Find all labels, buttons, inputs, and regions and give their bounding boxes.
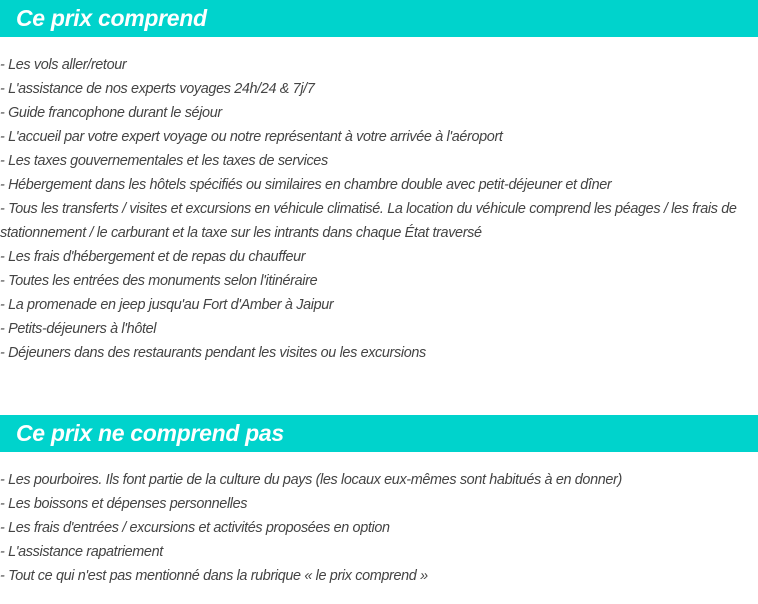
list-item: - Tous les transferts / visites et excursions en véhicule climatisé. La location du véhicule comprend les péages / les frais de stationnement / le carburant et la taxe sur les intrants dans chaque État traversé: [0, 201, 737, 241]
list-item: - Hébergement dans les hôtels spécifiés ou similaires en chambre double avec petit-déjeuner et dîner: [0, 177, 612, 193]
included-list: [0, 53, 756, 365]
list-item: - L'accueil par votre expert voyage ou notre représentant à votre arrivée à l'aéroport: [0, 129, 503, 145]
list-item: - Petits-déjeuners à l'hôtel: [0, 321, 157, 337]
excluded-list: [0, 468, 756, 588]
included-section-header: [0, 0, 758, 37]
list-item: - L'assistance de nos experts voyages 24h/24 & 7j/7: [0, 81, 315, 97]
list-item: - Les pourboires. Ils font partie de la culture du pays (les locaux eux-mêmes sont habitués à en donner): [0, 472, 622, 488]
list-item: - L'assistance rapatriement: [0, 544, 163, 560]
list-item: - Les frais d'entrées / excursions et activités proposées en option: [0, 520, 390, 536]
list-item: - Guide francophone durant le séjour: [0, 105, 222, 121]
list-item: - Les boissons et dépenses personnelles: [0, 496, 248, 512]
list-item: - La promenade en jeep jusqu'au Fort d'Amber à Jaipur: [0, 297, 334, 313]
list-item: - Déjeuners dans des restaurants pendant les visites ou les excursions: [0, 345, 426, 361]
list-item: - Les vols aller/retour: [0, 57, 127, 73]
included-section-title: Ce prix comprend: [16, 5, 207, 31]
list-item: - Les frais d'hébergement et de repas du chauffeur: [0, 249, 306, 265]
list-item: - Les taxes gouvernementales et les taxes de services: [0, 153, 328, 169]
list-item: - Tout ce qui n'est pas mentionné dans la rubrique « le prix comprend »: [0, 568, 428, 584]
list-item: - Toutes les entrées des monuments selon l'itinéraire: [0, 273, 318, 289]
excluded-section-header: [0, 415, 758, 452]
excluded-section-title: Ce prix ne comprend pas: [16, 420, 284, 446]
